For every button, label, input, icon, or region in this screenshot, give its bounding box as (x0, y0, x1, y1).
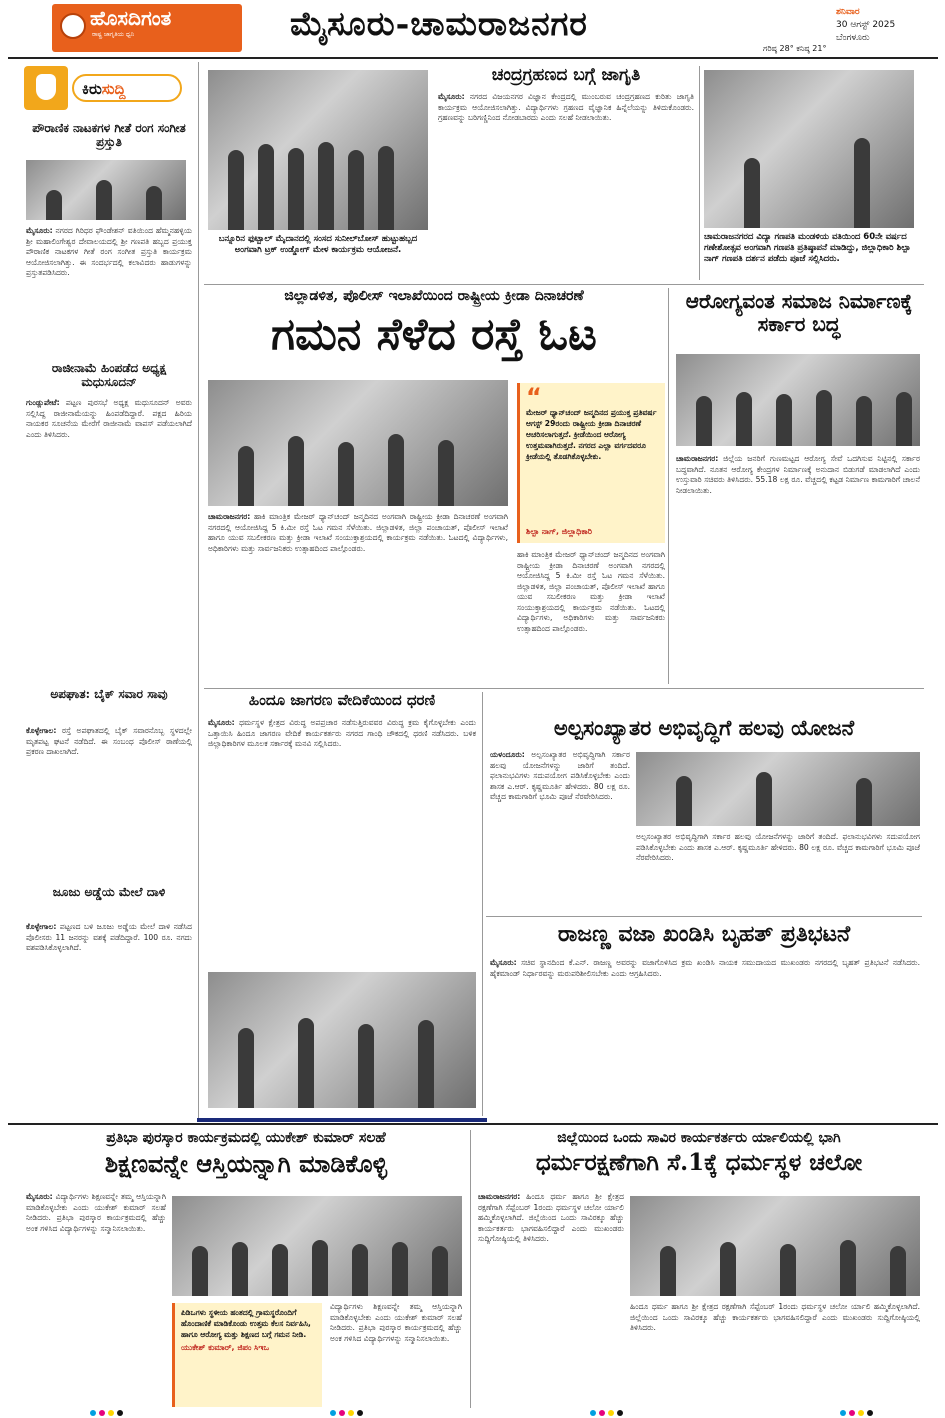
registration-marks (90, 1410, 123, 1416)
health-body (676, 454, 920, 682)
page-number: 09 (252, 34, 276, 54)
health-text: ಜಿಲ್ಲೆಯ ಜನರಿಗೆ ಗುಣಮಟ್ಟದ ಆರೋಗ್ಯ ಸೇವೆ ಒದಗಿಸುವ ನಿಟ್ಟಿನಲ್ಲಿ ಸರ್ಕಾರ ಬದ್ಧವಾಗಿದೆ. ನೂತನ ಆರೋಗ್ಯ ಕೇಂದ್ರಗಳ ನಿರ್ಮಾಣಕ್ಕೆ ಅನುದಾನ ಬಿಡುಗಡೆ ಮಾಡಲಾಗಿದೆ ಎಂದು ಉಸ್ತುವಾರಿ ಸಚಿವರು ತಿಳಿಸಿದರು. 55.18 ಲಕ್ಷ ರೂ. ವೆಚ್ಚದಲ್ಲಿ ಕಟ್ಟಡ ನಿರ್ಮಾಣ ಕಾಮಗಾರಿಗೆ ಚಾಲನೆ ನೀಡಲಾಯಿತು. (676, 454, 920, 495)
eclipse-dateline: ಮೈಸೂರು: (438, 92, 465, 101)
ganapati-photo (704, 70, 914, 228)
award-dateline: ಮೈಸೂರು: (26, 1192, 53, 1201)
minority-dateline: ಯಳಂದೂರು: (490, 750, 525, 759)
registration-marks (330, 1410, 363, 1416)
road-run-photo (208, 380, 508, 506)
health-headline[interactable]: ಆರೋಗ್ಯವಂತ ಸಮಾಜ ನಿರ್ಮಾಣಕ್ಕೆ ಸರ್ಕಾರ ಬದ್ಧ (685, 289, 913, 336)
protest-body (490, 958, 920, 1114)
logo-tagline: ರಾಷ್ಟ್ರ ಜಾಗೃತಿಯ ಧ್ವನಿ (92, 31, 135, 38)
health-dateline: ಚಾಮರಾಜನಗರ: (676, 454, 719, 463)
quote-mark-icon: “ (526, 383, 542, 411)
minority-photo (636, 752, 920, 826)
minority-headline[interactable]: ಅಲ್ಪಸಂಖ್ಯಾತರ ಅಭಿವೃದ್ಧಿಗೆ ಹಲವು ಯೋಜನೆ (553, 715, 855, 740)
brief-headline-1[interactable]: ಪೌರಾಣಿಕ ನಾಟಕಗಳ ಗೀತೆ ರಂಗ ಸಂಗೀತ ಪ್ರಸ್ತುತಿ (32, 121, 186, 149)
run-text-cont: ಹಾಕಿ ಮಾಂತ್ರಿಕ ಮೇಜರ್ ಧ್ಯಾನ್‌ಚಂದ್ ಜನ್ಮದಿನದ ಅಂಗವಾಗಿ ರಾಷ್ಟ್ರೀಯ ಕ್ರೀಡಾ ದಿನಾಚರಣೆ ಅಂಗವಾಗಿ ನಗರದಲ್ಲಿ ಆಯೋಜಿಸಿದ್ದ 5 ಕಿ.ಮೀ ರಸ್ತೆ ಓಟ ಗಮನ ಸೆಳೆಯಿತು. ಜಿಲ್ಲಾಡಳಿತ, ಜಿಲ್ಲಾ ಪಂಚಾಯತ್, ಪೊಲೀಸ್ ಇಲಾಖೆ ಹಾಗೂ ಯುವ ಸಬಲೀಕರಣ ಮತ್ತು ಕ್ರೀಡಾ ಇಲಾಖೆ ಸಂಯುಕ್ತಾಶ್ರಯದಲ್ಲಿ ಕಾರ್ಯಕ್ರಮ ನಡೆಯಿತು. ಓಟದಲ್ಲಿ ವಿದ್ಯಾರ್ಥಿಗಳು, ಅಧಿಕಾರಿಗಳು ಮತ್ತು ಸಾರ್ವಜನಿಕರು ಉತ್ಸಾಹದಿಂದ ಪಾಲ್ಗೊಂಡರು. (517, 550, 665, 633)
run-quote-text: ಮೇಜರ್ ಧ್ಯಾನ್‌ಚಂದ್ ಜನ್ಮದಿನದ ಪ್ರಯುಕ್ತ ಪ್ರತಿವರ್ಷ ಆಗಸ್ಟ್ 29ರಂದು ರಾಷ್ಟ್ರೀಯ ಕ್ರೀಡಾ ದಿನಾಚರಣೆ ಆಚರಿಸಲಾಗುತ್ತದೆ. ಕ್ರೀಡೆಯಿಂದ ಆರೋಗ್ಯ ಉತ್ತಮವಾಗಿರುತ್ತದೆ. ನಗರದ ಎಲ್ಲಾ ವರ್ಗದವರೂ ಕ್ರೀಡೆಯಲ್ಲಿ ತೊಡಗಿಕೊಳ್ಳಬೇಕು. (526, 408, 657, 461)
dharmasthala-text-cont: ಹಿಂದೂ ಧರ್ಮ ಹಾಗೂ ಶ್ರೀ ಕ್ಷೇತ್ರದ ರಕ್ಷಣೆಗಾಗಿ ಸೆಪ್ಟೆಂಬರ್ 1ರಂದು ಧರ್ಮಸ್ಥಳ ಚಲೋ ರ್ಯಾಲಿ ಹಮ್ಮಿಕೊಳ್ಳಲಾಗಿದೆ. ಜಿಲ್ಲೆಯಿಂದ ಒಂದು ಸಾವಿರಕ್ಕೂ ಹೆಚ್ಚು ಕಾರ್ಯಕರ್ತರು ಭಾಗವಹಿಸಲಿದ್ದಾರೆ ಎಂದು ಮುಖಂಡರು ಸುದ್ದಿಗೋಷ್ಠಿಯಲ್ಲಿ ತಿಳಿಸಿದರು. (630, 1302, 920, 1332)
minority-body-cont (636, 832, 920, 910)
brief-text-1: ನಗರದ ಗಿರಿಧರ ಫೌಂಡೇಶನ್ ವತಿಯಿಂದ ಹೆಮ್ಮನಹಳ್ಳಿಯ ಶ್ರೀ ಮಹಾಲಿಂಗೇಶ್ವರ ದೇವಾಲಯದಲ್ಲಿ ಶ್ರೀ ಗಣಪತಿ ಹಬ್ಬದ ಪ್ರಯುಕ್ತ ಪೌರಾಣಿಕ ನಾಟಕಗಳ ಗೀತೆ ರಂಗ ಸಂಗೀತ ಪ್ರಸ್ತುತಿ ಕಾರ್ಯಕ್ರಮ ಆಯೋಜಿಸಲಾಗಿತ್ತು. ಈ ಸಂದರ್ಭದಲ್ಲಿ ಕಲಾವಿದರು ಹಾಡುಗಳನ್ನು ಪ್ರಸ್ತುತಪಡಿಸಿದರು. (26, 226, 192, 277)
protest-dateline: ಮೈಸೂರು: (490, 958, 517, 967)
logo-title: ಹೊಸದಿಗಂತ (90, 6, 172, 30)
brief-text-2: ಪಟ್ಟಣ ಪುರಸಭೆ ಅಧ್ಯಕ್ಷ ಮಧುಸೂದನ್ ಅವರು ಸಲ್ಲಿಸಿದ್ದ ರಾಜೀನಾಮೆಯನ್ನು ಹಿಂಪಡೆದಿದ್ದಾರೆ. ಪಕ್ಷದ ಹಿರಿಯ ನಾಯಕರ ಸೂಚನೆಯ ಮೇರೆಗೆ ರಾಜೀನಾಮೆ ವಾಪಸ್ ಪಡೆಯಲಾಗಿದೆ ಎಂದು ತಿಳಿಸಿದರು. (26, 398, 192, 439)
newspaper-logo[interactable] (52, 4, 276, 54)
hindu-protest-photo (208, 972, 476, 1108)
ganapati-photo-caption: ಚಾಮರಾಜನಗರದ ವಿದ್ಯಾ ಗಣಪತಿ ಮಂಡಳಿಯ ವತಿಯಿಂದ 60ನೇ ವರ್ಷದ ಗಣೇಶೋತ್ಸವ ಅಂಗವಾಗಿ ಗಣಪತಿ ಪ್ರತಿಷ್ಠಾಪನೆ ಮಾಡಿದ್ದು, ಜಿಲ್ಲಾಧಿಕಾರಿ ಶಿಲ್ಪಾ ನಾಗ್ ಗಣಪತಿ ದರ್ಶನ ಪಡೆದು ಪೂಜೆ ಸಲ್ಲಿಸಿದರು. (704, 232, 911, 264)
column-divider (470, 1130, 471, 1408)
hindu-text: ಧರ್ಮಸ್ಥಳ ಕ್ಷೇತ್ರದ ವಿರುದ್ಧ ಅಪಪ್ರಚಾರ ನಡೆಸುತ್ತಿರುವವರ ವಿರುದ್ಧ ಕ್ರಮ ಕೈಗೊಳ್ಳಬೇಕು ಎಂದು ಒತ್ತಾಯಿಸಿ ಹಿಂದೂ ಜಾಗರಣ ವೇದಿಕೆ ಕಾರ್ಯಕರ್ತರು ನಗರದ ಗಾಂಧಿ ಚೌಕದಲ್ಲಿ ಧರಣಿ ನಡೆಸಿದರು. ಬಳಿಕ ಜಿಲ್ಲಾಧಿಕಾರಿಗಳ ಮೂಲಕ ಸರ್ಕಾರಕ್ಕೆ ಮನವಿ ಸಲ್ಲಿಸಿದರು. (208, 718, 476, 748)
health-photo (676, 354, 920, 446)
date-block (836, 6, 895, 45)
award-pull-quote (172, 1303, 322, 1407)
eclipse-body (438, 92, 694, 278)
award-body-cont (330, 1302, 462, 1406)
brief-body-1 (26, 226, 192, 358)
brief-headline-4[interactable]: ಜೂಜು ಅಡ್ಡೆಯ ಮೇಲೆ ದಾಳಿ (52, 885, 166, 899)
section-divider (204, 284, 924, 285)
weather-readout: ಗರಿಷ್ಠ 28° ಕನಿಷ್ಠ 21° (763, 44, 827, 53)
logo-emblem-icon (60, 13, 86, 39)
protest-headline[interactable]: ರಾಜಣ್ಣ ವಜಾ ಖಂಡಿಸಿ ಬೃಹತ್ ಪ್ರತಿಭಟನೆ (557, 921, 851, 947)
award-quote-name: ಯುಕೇಶ್ ಕುಮಾರ್, ಜಿಪಂ ಸಿಇಒ (181, 1343, 269, 1352)
run-dateline: ಚಾಮರಾಜನಗರ: (208, 512, 251, 521)
briefs-label-suddi: ಸುದ್ದಿ (101, 80, 126, 98)
edition-title: ಮೈಸೂರು-ಚಾಮರಾಜನಗರ (290, 4, 588, 43)
award-body (26, 1192, 166, 1406)
brief-body-2 (26, 398, 192, 676)
eclipse-headline[interactable]: ಚಂದ್ರಗ್ರಹಣದ ಬಗ್ಗೆ ಜಾಗೃತಿ (491, 65, 641, 85)
briefs-header (24, 66, 184, 110)
run-body-cont (517, 550, 665, 682)
hand-icon (24, 66, 68, 110)
run-quote-name: ಶಿಲ್ಪಾ ನಾಗ್, ಜಿಲ್ಲಾಧಿಕಾರಿ (526, 527, 592, 536)
brief-body-3 (26, 726, 192, 876)
bottom-section-rule (8, 1123, 938, 1125)
dharmasthala-headline[interactable]: ಧರ್ಮರಕ್ಷಣೆಗಾಗಿ ಸೆ.1ಕ್ಕೆ ಧರ್ಮಸ್ಥಳ ಚಲೋ (535, 1149, 863, 1176)
brief-dateline-2: ಗುಂಡ್ಲುಪೇಟೆ: (26, 398, 60, 407)
brief-photo-1 (26, 160, 186, 220)
protest-text: ಸಚಿವ ಸ್ಥಾನದಿಂದ ಕೆ.ಎನ್. ರಾಜಣ್ಣ ಅವರನ್ನು ವಜಾಗೊಳಿಸಿದ ಕ್ರಮ ಖಂಡಿಸಿ ನಾಯಕ ಸಮುದಾಯದ ಮುಖಂಡರು ನಗರದಲ್ಲಿ ಬೃಹತ್ ಪ್ರತಿಭಟನೆ ನಡೆಸಿದರು. ಹೈಕಮಾಂಡ್ ನಿರ್ಧಾರವನ್ನು ಮರುಪರಿಶೀಲಿಸಬೇಕು ಎಂದು ಆಗ್ರಹಿಸಿದರು. (490, 958, 920, 978)
header-rule (8, 57, 938, 59)
column-divider (198, 62, 199, 1118)
minority-text-cont: ಅಲ್ಪಸಂಖ್ಯಾತರ ಅಭಿವೃದ್ಧಿಗಾಗಿ ಸರ್ಕಾರ ಹಲವು ಯೋಜನೆಗಳನ್ನು ಜಾರಿಗೆ ತಂದಿದೆ. ಫಲಾನುಭವಿಗಳು ಸದುಪಯೋಗ ಪಡಿಸಿಕೊಳ್ಳಬೇಕು ಎಂದು ಶಾಸಕ ಎ.ಆರ್. ಕೃಷ್ಣಮೂರ್ತಿ ಹೇಳಿದರು. 80 ಲಕ್ಷ ರೂ. ವೆಚ್ಚದ ಕಾಮಗಾರಿಗೆ ಭೂಮಿ ಪೂಜೆ ನೆರವೇರಿಸಿದರು. (636, 832, 920, 862)
run-headline[interactable]: ಗಮನ ಸೆಳೆದ ರಸ್ತೆ ಓಟ (271, 309, 597, 360)
column-divider (699, 66, 700, 280)
award-kicker: ಪ್ರತಿಭಾ ಪುರಸ್ಕಾರ ಕಾರ್ಯಕ್ರಮದಲ್ಲಿ ಯುಕೇಶ್ ಕುಮಾರ್ ಸಲಹೆ (106, 1130, 386, 1146)
column-divider (482, 692, 483, 1116)
brief-headline-3[interactable]: ಅಪಘಾತ: ಬೈಕ್ ಸವಾರ ಸಾವು (50, 687, 168, 701)
briefs-label-kiru: ಕಿರು (82, 80, 102, 98)
brief-text-4: ಪಟ್ಟಣದ ಬಳಿ ಜೂಜು ಅಡ್ಡೆಯ ಮೇಲೆ ದಾಳಿ ನಡೆಸಿದ ಪೊಲೀಸರು 11 ಜನರನ್ನು ವಶಕ್ಕೆ ಪಡೆದಿದ್ದಾರೆ. 100 ರೂ. ನಗದು ವಶಪಡಿಸಿಕೊಳ್ಳಲಾಗಿದೆ. (26, 922, 192, 952)
date-label: 30 ಆಗಸ್ಟ್ 2025 (836, 20, 896, 30)
registration-marks (840, 1410, 873, 1416)
city-label: ಬೆಂಗಳೂರು (836, 33, 870, 43)
hindu-headline[interactable]: ಹಿಂದೂ ಜಾಗರಣ ವೇದಿಕೆಯಿಂದ ಧರಣಿ (248, 691, 436, 709)
award-quote-text: ಪಿಡಿಒಗಳು ಸ್ಥಳೀಯ ಹಂತದಲ್ಲಿ ಗ್ರಾಮಸ್ಥರೊಂದಿಗೆ ಹೊಂದಾಣಿಕೆ ಮಾಡಿಕೊಂಡು ಉತ್ತಮ ಕೆಲಸ ನಿರ್ವಹಿಸಿ, ಹಾಗೂ ಆರೋಗ್ಯ ಮತ್ತು ಶಿಕ್ಷಣದ ಬಗ್ಗೆ ಗಮನ ನೀಡಿ. (181, 1308, 311, 1339)
masthead (0, 0, 945, 56)
color-bar (197, 1118, 487, 1122)
briefs-label (72, 74, 182, 102)
football-ground-photo (208, 70, 428, 230)
dharmasthala-dateline: ಚಾಮರಾಜನಗರ: (478, 1192, 521, 1201)
run-body (208, 512, 508, 682)
run-text: ಹಾಕಿ ಮಾಂತ್ರಿಕ ಮೇಜರ್ ಧ್ಯಾನ್‌ಚಂದ್ ಜನ್ಮದಿನದ ಅಂಗವಾಗಿ ರಾಷ್ಟ್ರೀಯ ಕ್ರೀಡಾ ದಿನಾಚರಣೆ ಅಂಗವಾಗಿ ನಗರದಲ್ಲಿ ಆಯೋಜಿಸಿದ್ದ 5 ಕಿ.ಮೀ ರಸ್ತೆ ಓಟ ಗಮನ ಸೆಳೆಯಿತು. ಜಿಲ್ಲಾಡಳಿತ, ಜಿಲ್ಲಾ ಪಂಚಾಯತ್, ಪೊಲೀಸ್ ಇಲಾಖೆ ಹಾಗೂ ಯುವ ಸಬಲೀಕರಣ ಮತ್ತು ಕ್ರೀಡಾ ಇಲಾಖೆ ಸಂಯುಕ್ತಾಶ್ರಯದಲ್ಲಿ ಕಾರ್ಯಕ್ರಮ ನಡೆಯಿತು. ಓಟದಲ್ಲಿ ವಿದ್ಯಾರ್ಥಿಗಳು, ಅಧಿಕಾರಿಗಳು ಮತ್ತು ಸಾರ್ವಜನಿಕರು ಉತ್ಸಾಹದಿಂದ ಪಾಲ್ಗೊಂಡರು. (208, 512, 508, 553)
column-divider (668, 288, 669, 684)
dharmasthala-text: ಹಿಂದೂ ಧರ್ಮ ಹಾಗೂ ಶ್ರೀ ಕ್ಷೇತ್ರದ ರಕ್ಷಣೆಗಾಗಿ ಸೆಪ್ಟೆಂಬರ್ 1ರಂದು ಧರ್ಮಸ್ಥಳ ಚಲೋ ರ್ಯಾಲಿ ಹಮ್ಮಿಕೊಳ್ಳಲಾಗಿದೆ. ಜಿಲ್ಲೆಯಿಂದ ಒಂದು ಸಾವಿರಕ್ಕೂ ಹೆಚ್ಚು ಕಾರ್ಯಕರ್ತರು ಭಾಗವಹಿಸಲಿದ್ದಾರೆ ಎಂದು ಮುಖಂಡರು ಸುದ್ದಿಗೋಷ್ಠಿಯಲ್ಲಿ ತಿಳಿಸಿದರು. (478, 1192, 624, 1243)
registration-marks (590, 1410, 623, 1416)
hindu-body (208, 718, 476, 968)
dharmasthala-kicker: ಜಿಲ್ಲೆಯಿಂದ ಒಂದು ಸಾವಿರ ಕಾರ್ಯಕರ್ತರು ರ್ಯಾಲಿಯಲ್ಲಿ ಭಾಗಿ (557, 1130, 841, 1146)
brief-text-3: ರಸ್ತೆ ಅಪಘಾತದಲ್ಲಿ ಬೈಕ್ ಸವಾರನೊಬ್ಬ ಸ್ಥಳದಲ್ಲೇ ಮೃತಪಟ್ಟ ಘಟನೆ ನಡೆದಿದೆ. ಈ ಸಂಬಂಧ ಪೊಲೀಸ್ ಠಾಣೆಯಲ್ಲಿ ಪ್ರಕರಣ ದಾಖಲಾಗಿದೆ. (26, 726, 192, 756)
football-photo-caption: ಬನ್ನೂರಿನ ಫುಟ್ಬಾಲ್ ಮೈದಾನದಲ್ಲಿ ಸಂಸದ ಸುನೀಲ್‌ಬೋಸ್ ಹುಟ್ಟುಹಬ್ಬದ ಅಂಗವಾಗಿ ಟ್ರಕ್ ಉಡ್ಡೋಗ್ ಮೇಳ ಕಾರ್ಯಕ್ರಮ ಆಯೋಜನೆ. (218, 234, 418, 255)
award-text: ವಿದ್ಯಾರ್ಥಿಗಳು ಶಿಕ್ಷಣವನ್ನೇ ತಮ್ಮ ಆಸ್ತಿಯನ್ನಾಗಿ ಮಾಡಿಕೊಳ್ಳಬೇಕು ಎಂದು ಯುಕೇಶ್ ಕುಮಾರ್ ಸಲಹೆ ನೀಡಿದರು. ಪ್ರತಿಭಾ ಪುರಸ್ಕಾರ ಕಾರ್ಯಕ್ರಮದಲ್ಲಿ ಹೆಚ್ಚು ಅಂಕ ಗಳಿಸಿದ ವಿದ್ಯಾರ್ಥಿಗಳನ್ನು ಸನ್ಮಾನಿಸಲಾಯಿತು. (26, 1192, 166, 1233)
press-meet-photo (630, 1196, 920, 1296)
minority-text: ಅಲ್ಪಸಂಖ್ಯಾತರ ಅಭಿವೃದ್ಧಿಗಾಗಿ ಸರ್ಕಾರ ಹಲವು ಯೋಜನೆಗಳನ್ನು ಜಾರಿಗೆ ತಂದಿದೆ. ಫಲಾನುಭವಿಗಳು ಸದುಪಯೋಗ ಪಡಿಸಿಕೊಳ್ಳಬೇಕು ಎಂದು ಶಾಸಕ ಎ.ಆರ್. ಕೃಷ್ಣಮೂರ್ತಿ ಹೇಳಿದರು. 80 ಲಕ್ಷ ರೂ. ವೆಚ್ಚದ ಕಾಮಗಾರಿಗೆ ಭೂಮಿ ಪೂಜೆ ನೆರವೇರಿಸಿದರು. (490, 750, 630, 801)
section-divider (204, 688, 924, 689)
run-kicker: ಜಿಲ್ಲಾಡಳಿತ, ಪೊಲೀಸ್ ಇಲಾಖೆಯಿಂದ ರಾಷ್ಟ್ರೀಯ ಕ್ರೀಡಾ ದಿನಾಚರಣೆ (284, 288, 584, 304)
dharmasthala-body-cont (630, 1302, 920, 1406)
hindu-dateline: ಮೈಸೂರು: (208, 718, 235, 727)
day-label: ಶನಿವಾರ (836, 7, 860, 17)
section-divider (486, 916, 922, 917)
award-text-cont: ವಿದ್ಯಾರ್ಥಿಗಳು ಶಿಕ್ಷಣವನ್ನೇ ತಮ್ಮ ಆಸ್ತಿಯನ್ನಾಗಿ ಮಾಡಿಕೊಳ್ಳಬೇಕು ಎಂದು ಯುಕೇಶ್ ಕುಮಾರ್ ಸಲಹೆ ನೀಡಿದರು. ಪ್ರತಿಭಾ ಪುರಸ್ಕಾರ ಕಾರ್ಯಕ್ರಮದಲ್ಲಿ ಹೆಚ್ಚು ಅಂಕ ಗಳಿಸಿದ ವಿದ್ಯಾರ್ಥಿಗಳನ್ನು ಸನ್ಮಾನಿಸಲಾಯಿತು. (330, 1302, 462, 1343)
brief-dateline-4: ಕೊಳ್ಳೇಗಾಲ: (26, 922, 57, 931)
minority-body (490, 750, 630, 910)
run-pull-quote (517, 383, 665, 543)
brief-dateline-3: ಕೊಳ್ಳೇಗಾಲ: (26, 726, 57, 735)
dharmasthala-body (478, 1192, 624, 1406)
brief-body-4 (26, 922, 192, 1112)
eclipse-text: ನಗರದ ವಿಜಯನಗರ ವಿಜ್ಞಾನ ಕೇಂದ್ರದಲ್ಲಿ ಮುಂಬರುವ ಚಂದ್ರಗ್ರಹಣದ ಕುರಿತು ಜಾಗೃತಿ ಕಾರ್ಯಕ್ರಮ ಆಯೋಜಿಸಲಾಗಿತ್ತು. ವಿದ್ಯಾರ್ಥಿಗಳು ಗ್ರಹಣದ ವೈಜ್ಞಾನಿಕ ಹಿನ್ನೆಲೆಯನ್ನು ತಿಳಿದುಕೊಂಡರು. ಗ್ರಹಣವನ್ನು ಬರಿಗಣ್ಣಿನಿಂದ ನೋಡಬಾರದು ಎಂದು ಸಲಹೆ ನೀಡಲಾಯಿತು. (438, 92, 694, 122)
award-photo (172, 1196, 462, 1296)
brief-headline-2[interactable]: ರಾಜೀನಾಮೆ ಹಿಂಪಡೆದ ಅಧ್ಯಕ್ಷ ಮಧುಸೂದನ್ (51, 361, 167, 389)
award-headline[interactable]: ಶಿಕ್ಷಣವನ್ನೇ ಆಸ್ತಿಯನ್ನಾಗಿ ಮಾಡಿಕೊಳ್ಳಿ (104, 1149, 388, 1178)
brief-dateline-1: ಮೈಸೂರು: (26, 226, 53, 235)
